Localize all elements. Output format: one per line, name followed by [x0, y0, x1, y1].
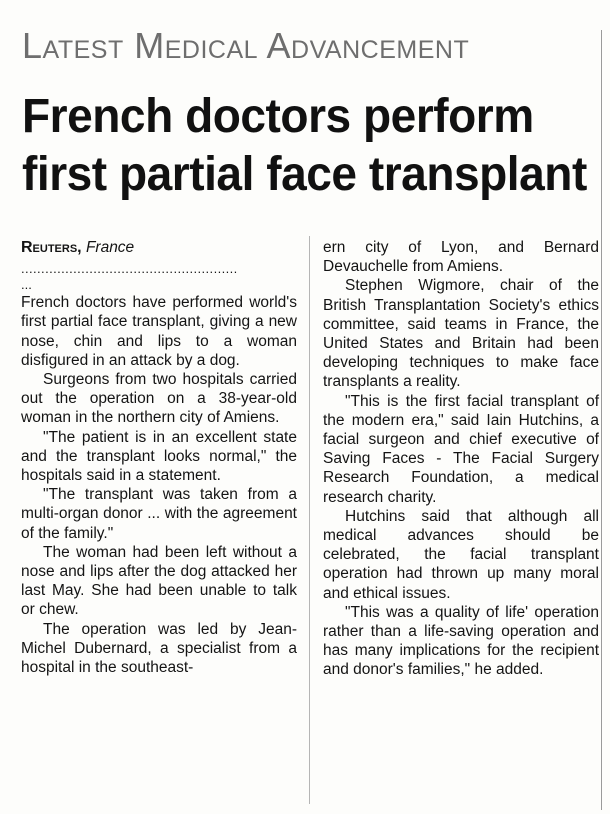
paragraph: ern city of Lyon, and Bernard Devauchelle from Amiens.: [323, 239, 599, 276]
paragraph: Surgeons from two hospitals carried out the operation on a 38-year-old woman in the northern city of Amiens.: [21, 371, 297, 427]
headline-line-2: first partial face transplant: [22, 148, 587, 201]
paragraph: French doctors have performed world's first partial face transplant, giving a new nose, chin and lips to a woman disfigured in an attack by a dog.: [21, 294, 297, 369]
headline-line-1: French doctors perform: [22, 90, 534, 143]
paragraph: Hutchins said that although all medical advances should be celebrated, the facial transplant operation had thrown up many moral and ethical issues.: [323, 507, 599, 602]
column-divider: [309, 236, 310, 804]
byline-location: France: [85, 239, 135, 256]
paragraph: "The patient is in an excellent state and the transplant looks normal," the hospitals said in a statement.: [21, 428, 297, 485]
paragraph: The operation was led by Jean-Michel Dubernard, a specialist from a hospital in the southeast-: [21, 620, 297, 677]
dotted-rule-tail: ...: [21, 277, 32, 293]
column-rule: [601, 30, 602, 810]
section-kicker: Latest Medical Advancement: [22, 25, 470, 66]
paragraph: Stephen Wigmore, chair of the British Transplantation Society's ethics committee, said teams in France, the United States and Britain had been developing techniques to make face transplants a reality.: [323, 277, 599, 391]
dotted-rule: ......................................................: [21, 261, 238, 277]
article-column-left: [21, 238, 297, 677]
paragraph: The woman had been left without a nose and lips after the dog attacked her last May. She had been unable to talk or chew.: [21, 543, 297, 619]
paragraph: "The transplant was taken from a multi-organ donor ... with the agreement of the family.": [21, 486, 297, 542]
headline: [22, 88, 587, 204]
paragraph: "This is the first facial transplant of the modern era," said Iain Hutchins, a facial surgeon and chief executive of Saving Faces - The Facial Surgery Research Foundation, a medical research charity.: [323, 392, 599, 506]
byline: [21, 238, 297, 257]
article-column-right: [323, 238, 599, 680]
byline-agency: Reuters,: [21, 239, 82, 256]
paragraph: "This was a quality of life' operation rather than a life-saving operation and has many implications for the recipient and donor's families," he added.: [323, 603, 599, 679]
